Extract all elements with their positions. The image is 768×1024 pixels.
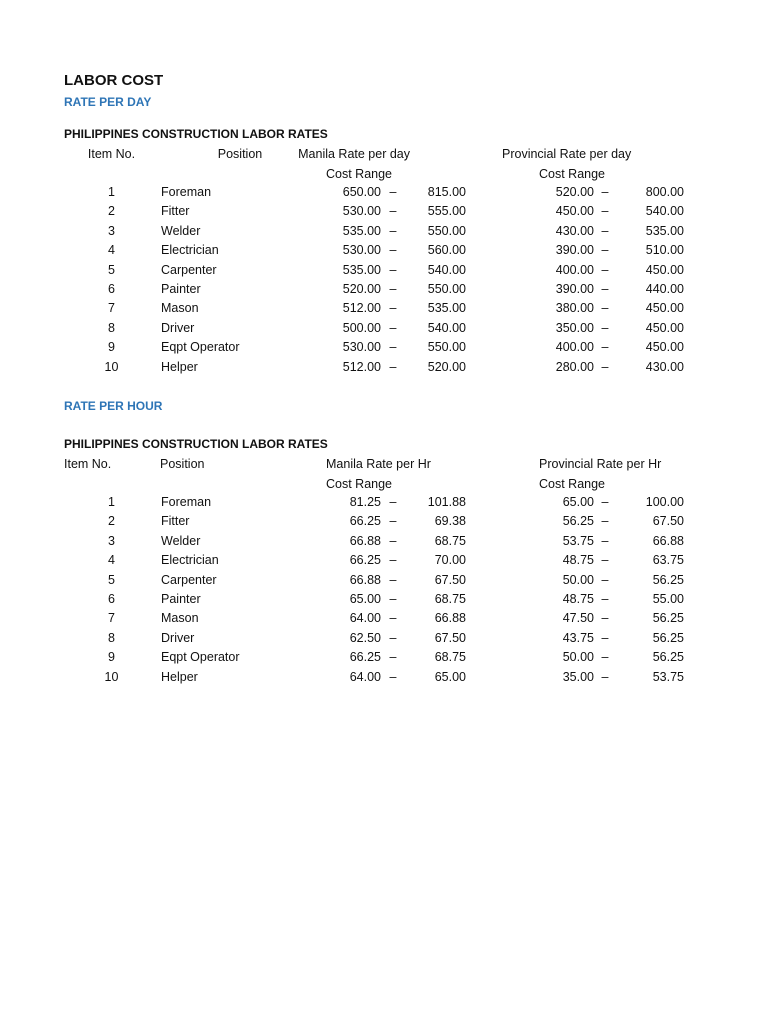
- row-provincial-min: 65.00: [562, 495, 594, 509]
- row-manila-max: 550.00: [427, 340, 466, 355]
- row-provincial-max: 535.00: [645, 223, 684, 238]
- row-item-no: 2: [108, 204, 115, 219]
- row-item-no: 4: [108, 243, 115, 258]
- row-manila-min: 64.00: [349, 669, 381, 684]
- row-provincial-min: 47.50: [562, 611, 594, 626]
- row-manila-min: 500.00: [342, 320, 381, 335]
- row-provincial-dash: –: [601, 669, 609, 684]
- row-provincial-max: 63.75: [652, 553, 684, 568]
- row-manila-dash: –: [389, 533, 397, 548]
- header-provincial-cost-range: Cost Range: [539, 167, 606, 181]
- header-manila-cost-range: Cost Range: [326, 477, 393, 491]
- row-manila-dash: –: [389, 262, 397, 277]
- row-manila-max: 101.88: [427, 495, 466, 509]
- row-manila-max: 540.00: [427, 262, 466, 277]
- row-manila-dash: –: [389, 592, 397, 606]
- row-manila-dash: –: [389, 282, 397, 296]
- row-provincial-max: 800.00: [645, 185, 684, 199]
- row-item-no: 9: [108, 340, 115, 355]
- row-manila-min: 530.00: [342, 204, 381, 219]
- row-provincial-dash: –: [601, 495, 609, 509]
- row-manila-min: 535.00: [342, 262, 381, 277]
- row-manila-min: 66.25: [349, 514, 381, 529]
- header-provincial-rate: Provincial Rate per day: [502, 147, 632, 161]
- row-provincial-dash: –: [601, 553, 609, 568]
- row-provincial-max: 56.25: [652, 572, 684, 587]
- row-provincial-min: 400.00: [555, 262, 594, 277]
- row-position: Painter: [161, 592, 201, 606]
- row-position: Carpenter: [161, 262, 217, 277]
- row-manila-min: 530.00: [342, 243, 381, 258]
- row-provincial-min: 520.00: [555, 185, 594, 199]
- row-manila-dash: –: [389, 630, 397, 645]
- row-provincial-dash: –: [601, 630, 609, 645]
- row-manila-dash: –: [389, 611, 397, 626]
- row-provincial-dash: –: [601, 650, 609, 665]
- row-item-no: 9: [108, 650, 115, 665]
- row-item-no: 10: [104, 669, 119, 684]
- row-position: Mason: [161, 301, 199, 316]
- row-provincial-min: 390.00: [555, 282, 594, 296]
- row-provincial-max: 56.25: [652, 630, 684, 645]
- row-item-no: 8: [108, 630, 115, 645]
- row-manila-max: 69.38: [434, 514, 466, 529]
- row-provincial-min: 390.00: [555, 243, 594, 258]
- row-manila-dash: –: [389, 669, 397, 684]
- row-manila-min: 64.00: [349, 611, 381, 626]
- row-provincial-min: 400.00: [555, 340, 594, 355]
- row-manila-min: 66.25: [349, 650, 381, 665]
- row-position: Fitter: [161, 514, 190, 529]
- header-position: Position: [217, 147, 263, 161]
- header-manila-cost-range: Cost Range: [326, 167, 393, 181]
- row-position: Electrician: [161, 553, 219, 568]
- row-manila-max: 550.00: [427, 223, 466, 238]
- row-provincial-dash: –: [601, 359, 609, 374]
- row-position: Welder: [161, 223, 201, 238]
- row-item-no: 8: [108, 320, 115, 335]
- header-provincial-rate: Provincial Rate per Hr: [539, 457, 662, 471]
- row-manila-min: 530.00: [342, 340, 381, 355]
- row-item-no: 6: [108, 282, 115, 296]
- row-position: Eqpt Operator: [161, 650, 240, 665]
- row-manila-max: 66.88: [434, 611, 466, 626]
- row-item-no: 10: [104, 359, 119, 374]
- row-provincial-min: 53.75: [562, 533, 594, 548]
- row-manila-max: 520.00: [427, 359, 466, 374]
- row-manila-dash: –: [389, 301, 397, 316]
- row-provincial-dash: –: [601, 533, 609, 548]
- row-provincial-min: 50.00: [562, 572, 594, 587]
- row-manila-dash: –: [389, 340, 397, 355]
- row-provincial-min: 350.00: [555, 320, 594, 335]
- row-provincial-dash: –: [601, 262, 609, 277]
- row-manila-min: 512.00: [342, 359, 381, 374]
- row-provincial-max: 56.25: [652, 650, 684, 665]
- row-manila-max: 67.50: [434, 630, 466, 645]
- row-item-no: 1: [108, 185, 115, 199]
- row-provincial-dash: –: [601, 185, 609, 199]
- row-manila-dash: –: [389, 204, 397, 219]
- section-subheading: RATE PER DAY: [64, 95, 152, 109]
- row-provincial-min: 450.00: [555, 204, 594, 219]
- row-manila-min: 65.00: [349, 592, 381, 606]
- row-provincial-max: 53.75: [652, 669, 684, 684]
- row-position: Mason: [161, 611, 199, 626]
- row-item-no: 5: [108, 262, 115, 277]
- header-item-no: Item No.: [87, 147, 136, 161]
- row-manila-max: 70.00: [434, 553, 466, 568]
- row-provincial-dash: –: [601, 611, 609, 626]
- header-manila-rate: [298, 145, 412, 164]
- row-provincial-max: 55.00: [652, 592, 684, 606]
- row-provincial-dash: –: [601, 223, 609, 238]
- row-item-no: 1: [108, 495, 115, 509]
- row-provincial-max: 450.00: [645, 320, 684, 335]
- row-manila-min: 535.00: [342, 223, 381, 238]
- row-position: Driver: [161, 320, 195, 335]
- row-provincial-max: 67.50: [652, 514, 684, 529]
- row-position: Foreman: [161, 495, 212, 509]
- row-provincial-max: 510.00: [645, 243, 684, 258]
- row-manila-min: 512.00: [342, 301, 381, 316]
- row-manila-max: 550.00: [427, 282, 466, 296]
- row-manila-min: 66.88: [349, 533, 381, 548]
- row-manila-max: 540.00: [427, 320, 466, 335]
- row-provincial-max: 430.00: [645, 359, 684, 374]
- row-provincial-max: 450.00: [645, 262, 684, 277]
- row-provincial-min: 48.75: [562, 553, 594, 568]
- row-manila-dash: –: [389, 650, 397, 665]
- row-provincial-min: 35.00: [562, 669, 594, 684]
- row-provincial-dash: –: [601, 340, 609, 355]
- row-position: Driver: [161, 630, 195, 645]
- row-manila-max: 65.00: [434, 669, 466, 684]
- row-provincial-dash: –: [601, 320, 609, 335]
- row-item-no: 7: [108, 611, 115, 626]
- row-provincial-dash: –: [601, 282, 609, 296]
- row-manila-dash: –: [389, 320, 397, 335]
- row-manila-min: 66.25: [349, 553, 381, 568]
- row-position: Welder: [161, 533, 201, 548]
- row-manila-min: 520.00: [342, 282, 381, 296]
- row-provincial-dash: –: [601, 301, 609, 316]
- row-position: Painter: [161, 282, 201, 296]
- row-provincial-dash: –: [601, 243, 609, 258]
- row-provincial-min: 280.00: [555, 359, 594, 374]
- row-position: Eqpt Operator: [161, 340, 240, 355]
- row-provincial-min: 43.75: [562, 630, 594, 645]
- row-manila-dash: –: [389, 185, 397, 199]
- row-item-no: 3: [108, 533, 115, 548]
- row-provincial-min: 380.00: [555, 301, 594, 316]
- table-title: PHILIPPINES CONSTRUCTION LABOR RATES: [64, 437, 328, 451]
- row-item-no: 2: [108, 514, 115, 529]
- header-manila-rate-text: Manila Rate per day: [298, 147, 410, 161]
- row-manila-dash: –: [389, 553, 397, 568]
- row-provincial-max: 66.88: [652, 533, 684, 548]
- row-provincial-dash: –: [601, 592, 609, 606]
- row-manila-max: 67.50: [434, 572, 466, 587]
- row-manila-min: 650.00: [342, 185, 381, 199]
- row-position: Electrician: [161, 243, 219, 258]
- row-provincial-dash: –: [601, 204, 609, 219]
- row-manila-min: 66.88: [349, 572, 381, 587]
- row-manila-max: 535.00: [427, 301, 466, 316]
- row-position: Foreman: [161, 185, 212, 199]
- row-item-no: 5: [108, 572, 115, 587]
- row-manila-dash: –: [389, 495, 397, 509]
- row-provincial-max: 450.00: [645, 301, 684, 316]
- row-provincial-max: 540.00: [645, 204, 684, 219]
- row-provincial-max: 100.00: [645, 495, 684, 509]
- row-manila-min: 81.25: [349, 495, 381, 509]
- row-provincial-min: 50.00: [562, 650, 594, 665]
- row-position: Carpenter: [161, 572, 217, 587]
- row-item-no: 7: [108, 301, 115, 316]
- row-provincial-dash: –: [601, 572, 609, 587]
- row-manila-max: 560.00: [427, 243, 466, 258]
- row-provincial-max: 56.25: [652, 611, 684, 626]
- row-item-no: 6: [108, 592, 115, 606]
- row-manila-max: 815.00: [427, 185, 466, 199]
- row-manila-dash: –: [389, 572, 397, 587]
- row-position: Helper: [161, 359, 198, 374]
- document-title: LABOR COST: [64, 72, 164, 89]
- table-title: PHILIPPINES CONSTRUCTION LABOR RATES: [64, 127, 328, 141]
- row-provincial-max: 450.00: [645, 340, 684, 355]
- row-provincial-min: 48.75: [562, 592, 594, 606]
- row-manila-dash: –: [389, 223, 397, 238]
- header-item-no: Item No.: [64, 457, 112, 471]
- row-manila-dash: –: [389, 359, 397, 374]
- row-position: Helper: [161, 669, 198, 684]
- row-manila-dash: –: [389, 243, 397, 258]
- section-subheading: RATE PER HOUR: [64, 399, 163, 413]
- header-position: Position: [160, 457, 205, 471]
- row-item-no: 4: [108, 553, 115, 568]
- row-manila-max: 555.00: [427, 204, 466, 219]
- header-manila-rate: Manila Rate per Hr: [326, 457, 431, 471]
- row-provincial-dash: –: [601, 514, 609, 529]
- row-manila-max: 68.75: [434, 650, 466, 665]
- row-provincial-max: 440.00: [645, 282, 684, 296]
- row-manila-min: 62.50: [349, 630, 381, 645]
- row-item-no: 3: [108, 223, 115, 238]
- row-provincial-min: 430.00: [555, 223, 594, 238]
- row-manila-max: 68.75: [434, 592, 466, 606]
- row-manila-dash: –: [389, 514, 397, 529]
- row-position: Fitter: [161, 204, 190, 219]
- row-manila-max: 68.75: [434, 533, 466, 548]
- row-provincial-min: 56.25: [562, 514, 594, 529]
- header-provincial-cost-range: Cost Range: [539, 477, 606, 491]
